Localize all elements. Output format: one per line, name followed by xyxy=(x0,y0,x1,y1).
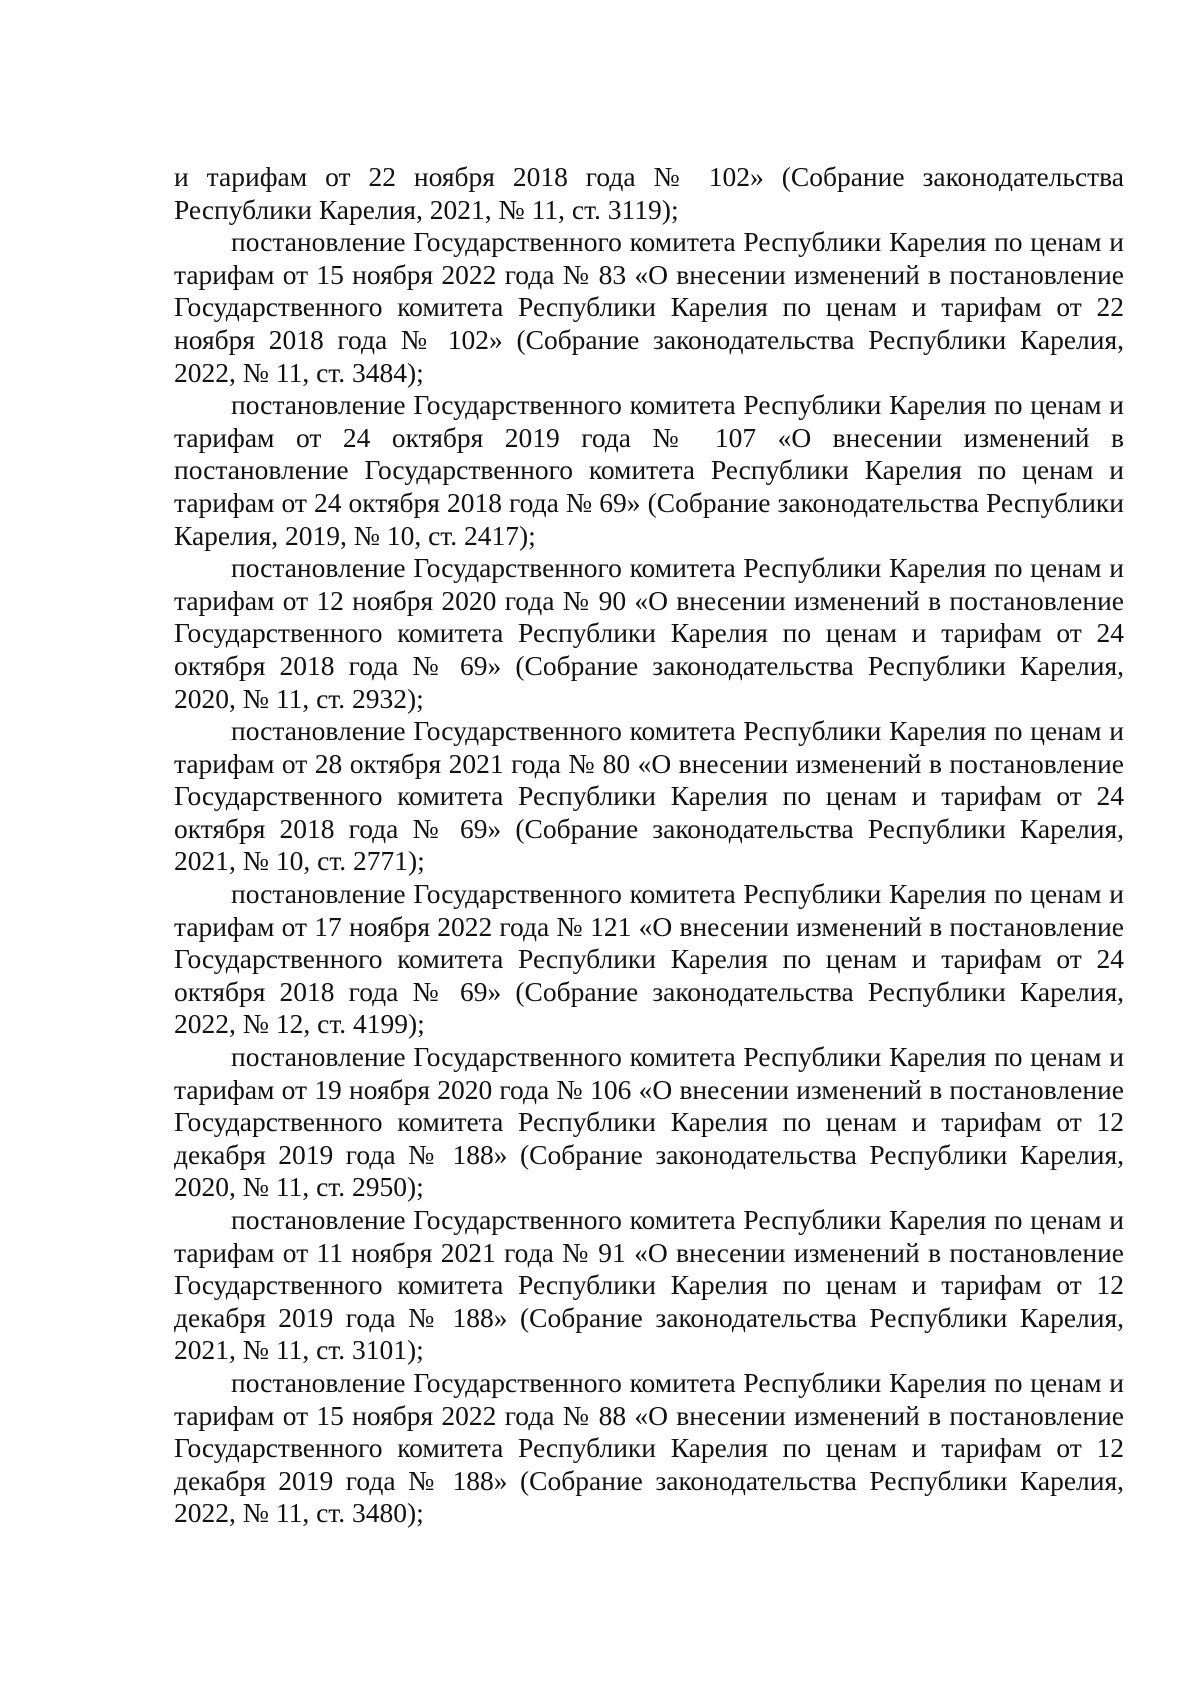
paragraph-resolution-106: постановление Государственного комитета Республики Карелия по ценам и тарифам от 19 ноября 2020 года № 106 «О внесении изменений в постановление Государственного комитета Республики Карелия по ценам и тарифам от 12 декабря 2019 года № 188» (Собрание законодательства Республики Карелия, 2020, № 11, ст. 2950); xyxy=(174,1041,1124,1203)
paragraph-resolution-83: постановление Государственного комитета Республики Карелия по ценам и тарифам от 15 ноября 2022 года № 83 «О внесении изменений в постановление Государственного комитета Республики Карелия по ценам и тарифам от 22 ноября 2018 года № 102» (Собрание законодательства Республики Карелия, 2022, № 11, ст. 3484); xyxy=(174,226,1124,388)
paragraph-resolution-80: постановление Государственного комитета Республики Карелия по ценам и тарифам от 28 октября 2021 года № 80 «О внесении изменений в постановление Государственного комитета Республики Карелия по ценам и тарифам от 24 октября 2018 года № 69» (Собрание законодательства Республики Карелия, 2021, № 10, ст. 2771); xyxy=(174,715,1124,877)
document-page xyxy=(174,161,1124,1530)
paragraph-continuation: и тарифам от 22 ноября 2018 года № 102» (Собрание законодательства Республики Карелия, 2021, № 11, ст. 3119); xyxy=(174,161,1124,225)
paragraph-resolution-88: постановление Государственного комитета Республики Карелия по ценам и тарифам от 15 ноября 2022 года № 88 «О внесении изменений в постановление Государственного комитета Республики Карелия по ценам и тарифам от 12 декабря 2019 года № 188» (Собрание законодательства Республики Карелия, 2022, № 11, ст. 3480); xyxy=(174,1366,1124,1529)
paragraph-resolution-107: постановление Государственного комитета Республики Карелия по ценам и тарифам от 24 октября 2019 года № 107 «О внесении изменений в постановление Государственного комитета Республики Карелия по ценам и тарифам от 24 октября 2018 года № 69» (Собрание законодательства Республики Карелия, 2019, № 10, ст. 2417); xyxy=(174,389,1124,551)
paragraph-resolution-121: постановление Государственного комитета Республики Карелия по ценам и тарифам от 17 ноября 2022 года № 121 «О внесении изменений в постановление Государственного комитета Республики Карелия по ценам и тарифам от 24 октября 2018 года № 69» (Собрание законодательства Республики Карелия, 2022, № 12, ст. 4199); xyxy=(174,878,1124,1040)
paragraph-resolution-90: постановление Государственного комитета Республики Карелия по ценам и тарифам от 12 ноября 2020 года № 90 «О внесении изменений в постановление Государственного комитета Республики Карелия по ценам и тарифам от 24 октября 2018 года № 69» (Собрание законодательства Республики Карелия, 2020, № 11, ст. 2932); xyxy=(174,552,1124,714)
paragraph-resolution-91: постановление Государственного комитета Республики Карелия по ценам и тарифам от 11 ноября 2021 года № 91 «О внесении изменений в постановление Государственного комитета Республики Карелия по ценам и тарифам от 12 декабря 2019 года № 188» (Собрание законодательства Республики Карелия, 2021, № 11, ст. 3101); xyxy=(174,1204,1124,1366)
